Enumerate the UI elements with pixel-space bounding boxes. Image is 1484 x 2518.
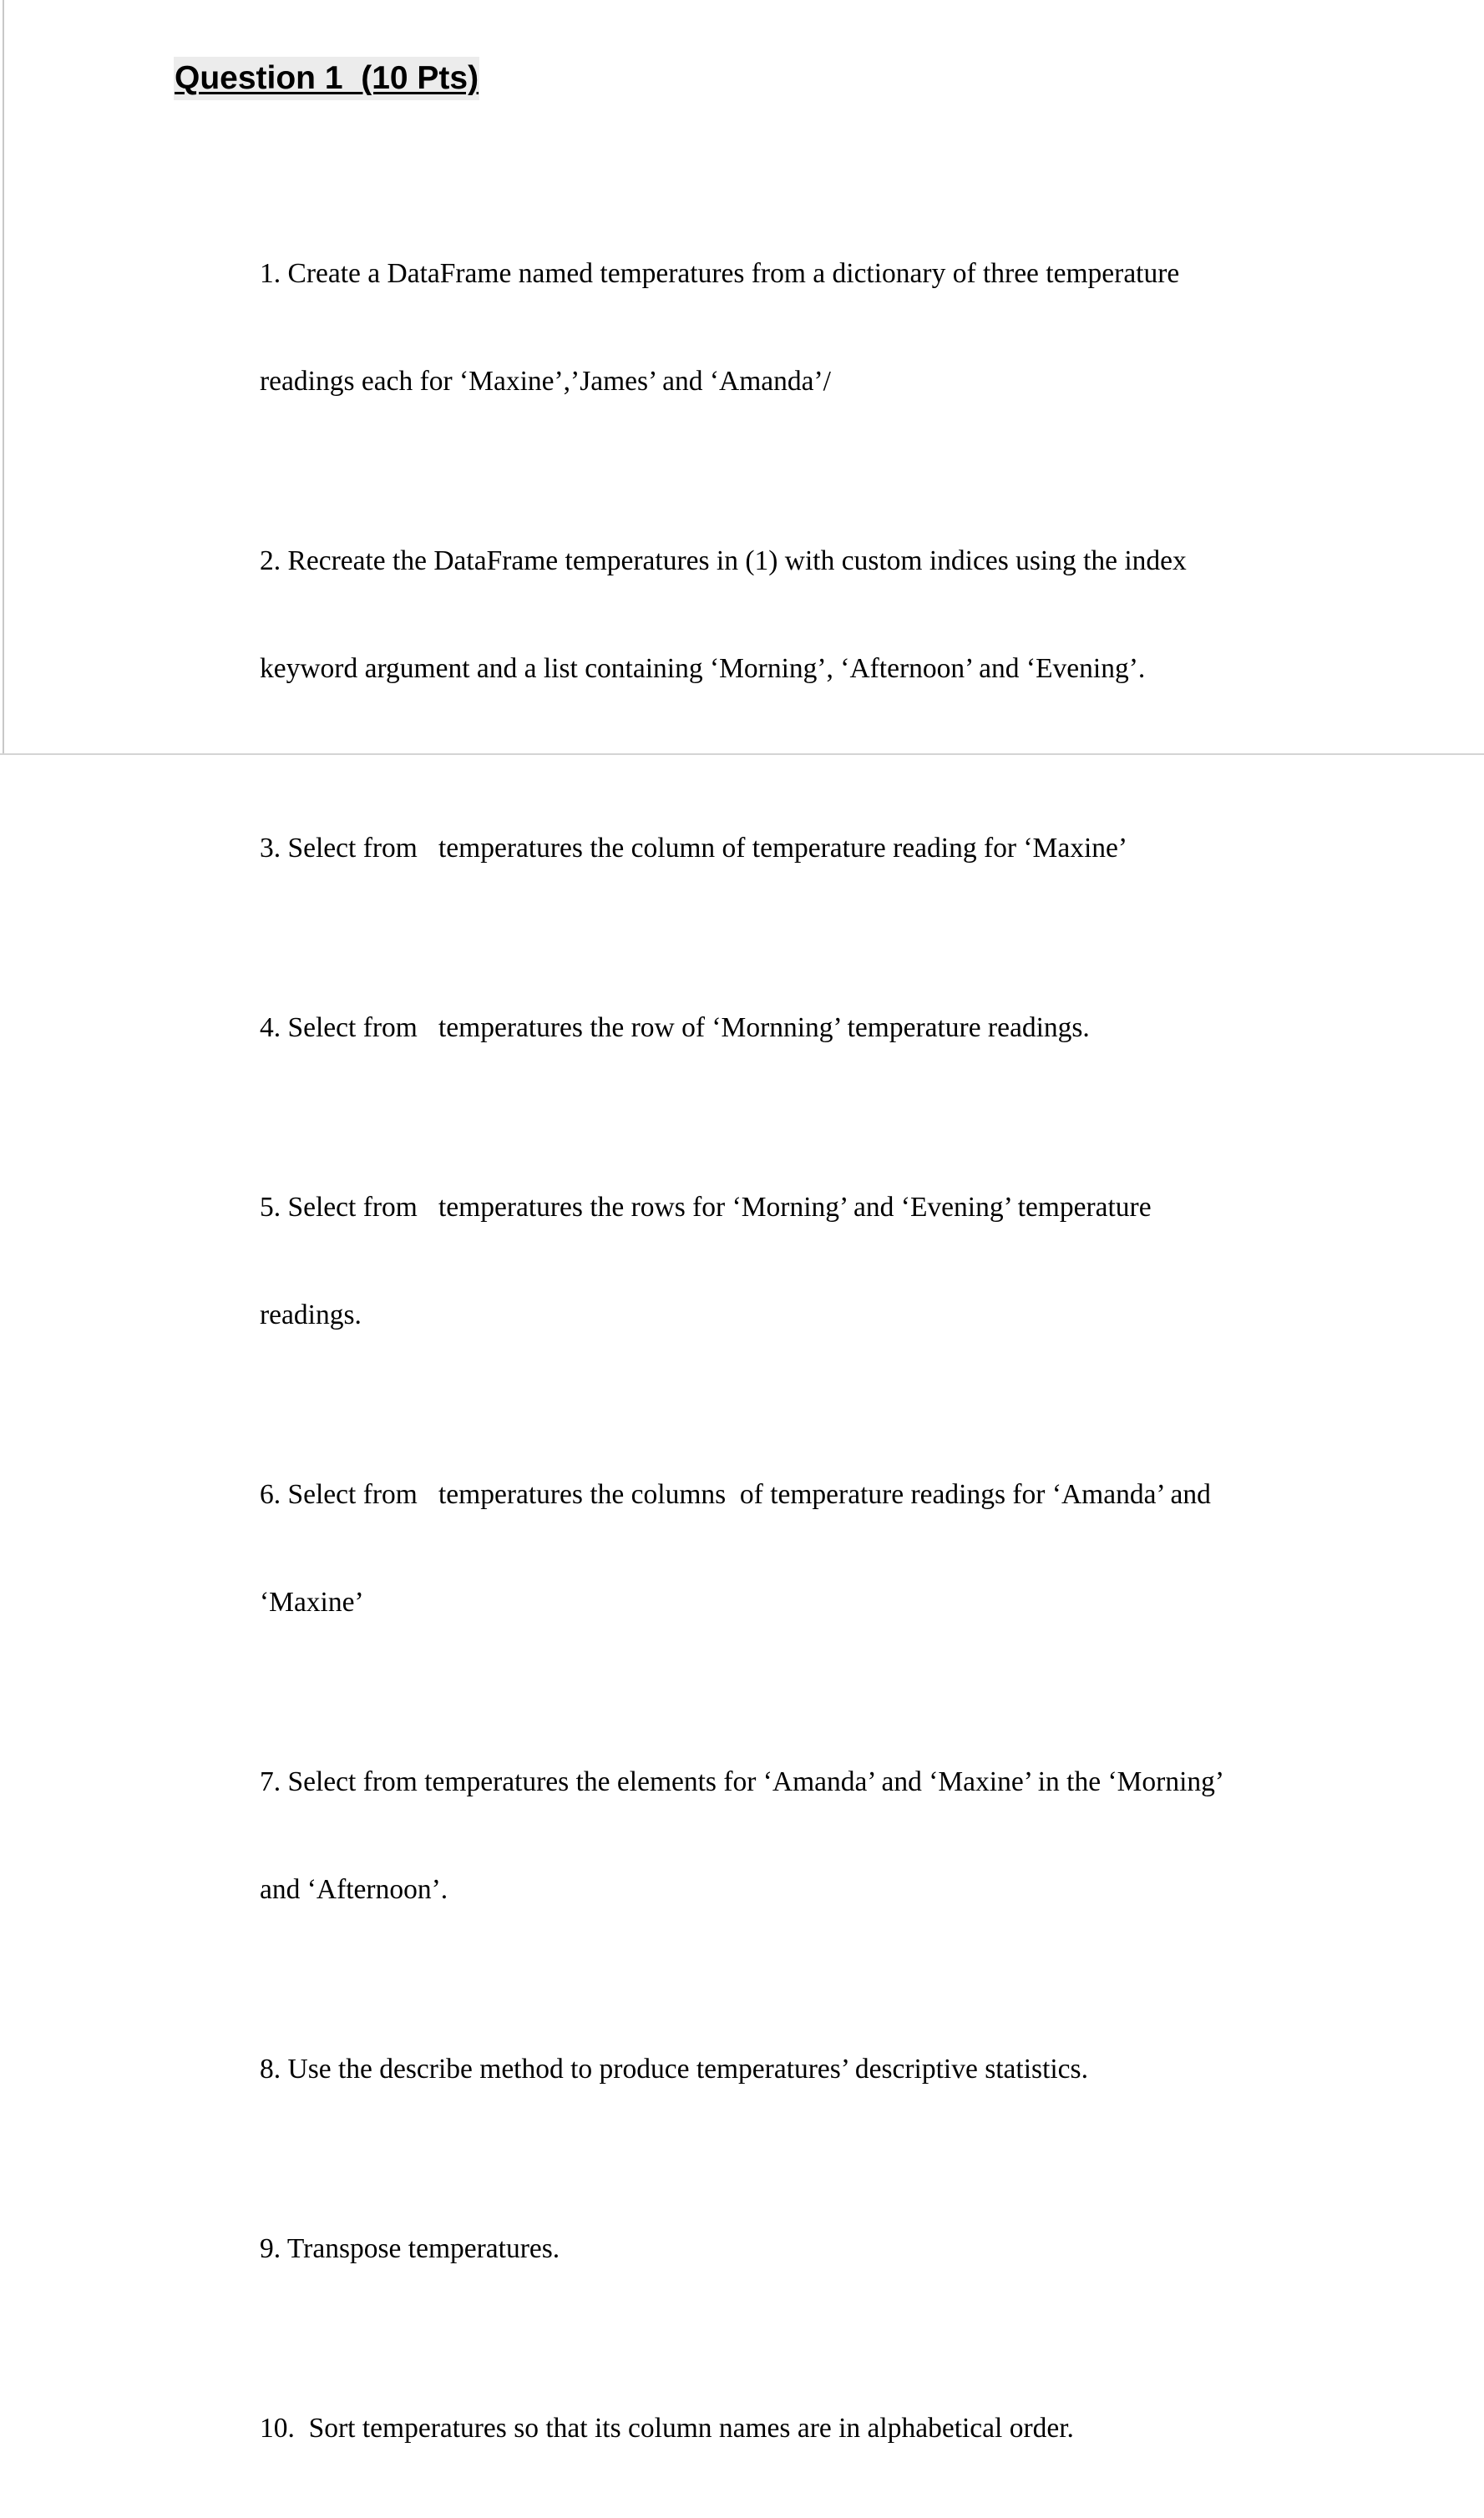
list-item [260,1692,1295,1979]
list-item-number: 6. [260,1479,281,1510]
list-item [260,1405,1295,1692]
list-item [260,184,1295,471]
list-item-line [260,1764,1295,1800]
list-item-continuation: keyword argument and a list containing ‘Morning’, ‘Afternoon’ and ‘Evening’. [260,653,1146,684]
page-left-border [3,0,4,755]
list-item-line [260,2051,1295,2087]
list-item-line [260,830,1295,866]
list-item-number: 3. [260,833,281,864]
question-list [260,184,1295,2518]
list-item-line [260,1010,1295,1046]
list-item-line [260,1189,1295,1225]
list-item-number: 1. [260,258,281,289]
list-item-text: Create a DataFrame named temperatures from a dictionary of three temperature [281,258,1180,289]
list-item [260,471,1295,758]
list-item-number: 5. [260,1192,281,1223]
list-item-number: 4. [260,1012,281,1043]
list-item-continuation: and ‘Afternoon’. [260,1874,448,1905]
list-item-continuation: ‘Maxine’ [260,1587,364,1618]
list-item-line [260,2231,1295,2267]
list-item-number: 8. [260,2054,281,2085]
list-item-text: Select from temperatures the elements for ‘Amanda’ and ‘Maxine’ in the ‘Morning’ [281,1766,1225,1797]
list-item-number: 10. [260,2413,295,2444]
list-item [260,1117,1295,1405]
list-item [260,1979,1295,2159]
list-item-number: 2. [260,545,281,576]
list-item-line [260,256,1295,291]
list-item-line [260,543,1295,579]
list-item-number: 9. [260,2233,281,2264]
list-item [260,2338,1295,2518]
below-page-area [0,755,1484,792]
question-heading: Question 1 (10 Pts) [174,57,479,100]
list-item-text: Sort temperatures so that its column names are in alphabetical order. [294,2413,1074,2444]
list-item-text: Select from temperatures the column of temperature reading for ‘Maxine’ [281,833,1128,864]
list-item-text: Transpose temperatures. [281,2233,560,2264]
list-item-line [260,1477,1295,1512]
list-item-continuation: readings. [260,1300,362,1330]
list-item-text: Select from temperatures the columns of temperature readings for ‘Amanda’ and [281,1479,1211,1510]
list-item-continuation: readings each for ‘Maxine’,’James’ and ‘Amanda’/ [260,366,831,397]
list-item [260,2159,1295,2338]
list-item-text: Use the describe method to produce temperatures’ descriptive statistics. [281,2054,1088,2085]
list-item-text: Select from temperatures the rows for ‘Morning’ and ‘Evening’ temperature [281,1192,1152,1223]
list-item-number: 7. [260,1766,281,1797]
list-item-line [260,2410,1295,2446]
list-item-text: Recreate the DataFrame temperatures in (1) with custom indices using the index [281,545,1187,576]
list-item [260,938,1295,1117]
list-item-text: Select from temperatures the row of ‘Mornning’ temperature readings. [281,1012,1090,1043]
